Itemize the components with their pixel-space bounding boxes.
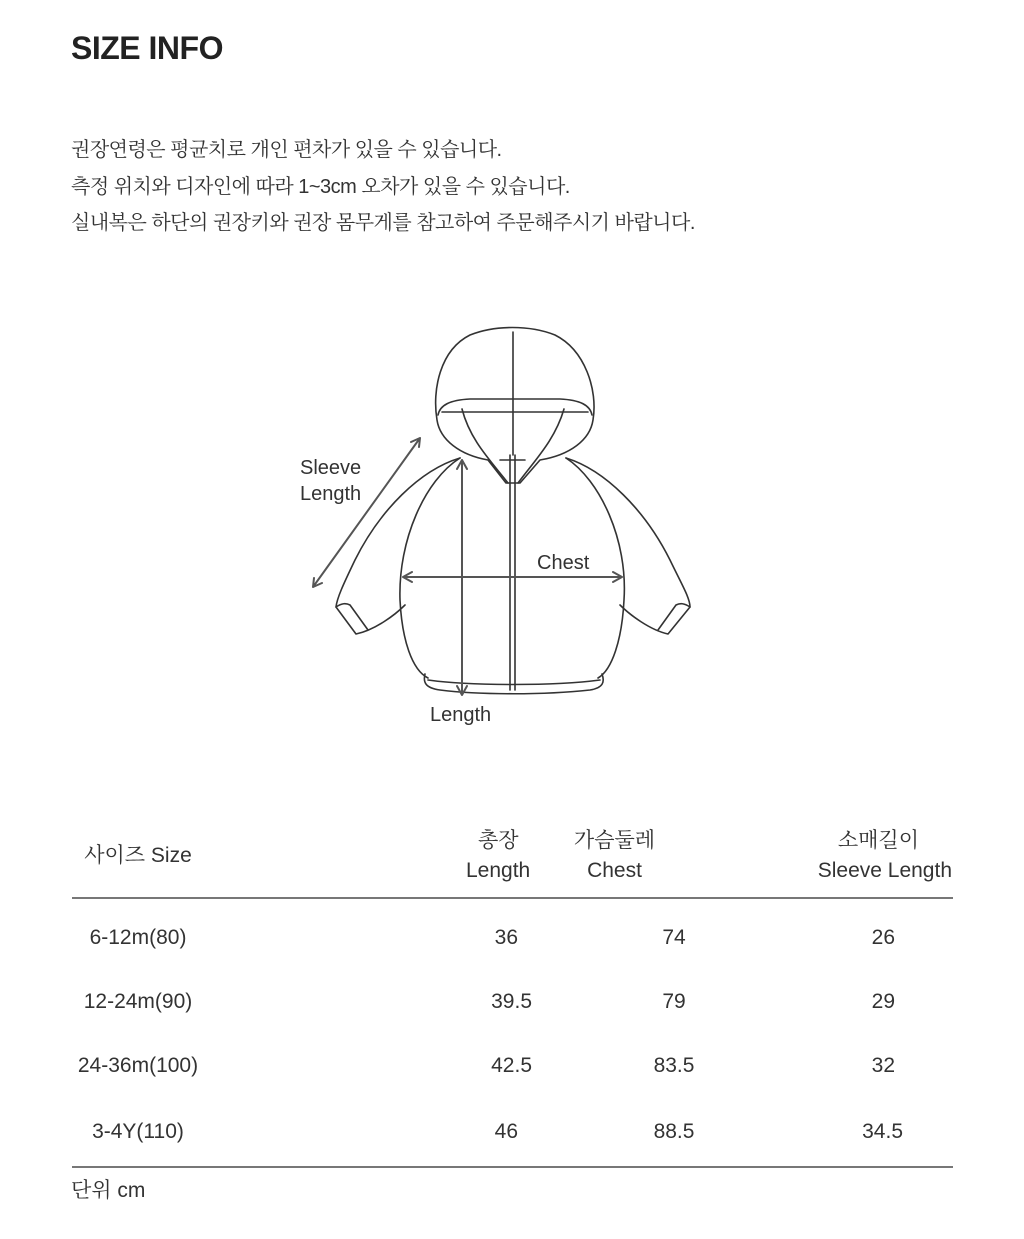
cell-length: 46 bbox=[204, 1098, 532, 1167]
header-ko: 총장 bbox=[478, 829, 519, 852]
label-line: Sleeve bbox=[300, 457, 362, 479]
cell-sleeve: 32 bbox=[871, 1054, 895, 1077]
cuff-left bbox=[336, 604, 368, 630]
header-en: Chest bbox=[587, 859, 642, 882]
unit-note: 단위 cm bbox=[71, 1179, 146, 1202]
cell-size: 6-12m(80) bbox=[89, 926, 187, 949]
cell-size: 24-36m(100) bbox=[77, 1054, 199, 1077]
sleeve-right bbox=[566, 458, 690, 634]
cell-size: 12-24m(90) bbox=[83, 990, 193, 1013]
table-row bbox=[72, 970, 953, 1034]
header-text: 사이즈 Size bbox=[84, 844, 192, 867]
cell-length: 42.5 bbox=[491, 1054, 532, 1077]
table-row bbox=[72, 1034, 953, 1098]
size-table bbox=[72, 815, 953, 1168]
note-line: 실내복은 하단의 권장키와 권장 몸무게를 참고하여 주문해주시기 바랍니다. bbox=[71, 212, 695, 234]
table-row bbox=[72, 898, 953, 970]
cell-length: 39.5 bbox=[491, 990, 532, 1013]
hem-line bbox=[428, 680, 600, 685]
header-ko: 소매길이 bbox=[837, 829, 919, 852]
header-sleeve bbox=[697, 815, 953, 898]
cell-sleeve: 29 bbox=[871, 990, 895, 1013]
header-chest bbox=[532, 815, 697, 898]
cell-sleeve: 34.5 bbox=[697, 1098, 953, 1167]
header-size bbox=[72, 815, 204, 898]
length-label: Length bbox=[430, 704, 492, 726]
header-ko: 가슴둘레 bbox=[573, 829, 656, 852]
header-length bbox=[204, 815, 532, 898]
label-line: Length bbox=[300, 483, 362, 505]
cell-chest: 83.5 bbox=[653, 1054, 695, 1077]
table-row bbox=[72, 1098, 953, 1167]
page-title: SIZE INFO bbox=[71, 30, 223, 66]
body-left bbox=[400, 458, 460, 678]
chest-label: Chest bbox=[537, 552, 590, 574]
note-line: 측정 위치와 디자인에 따라 1~3cm 오차가 있을 수 있습니다. bbox=[71, 175, 570, 198]
note-line: 권장연령은 평균치로 개인 편차가 있을 수 있습니다. bbox=[71, 139, 502, 161]
cell-size: 3-4Y(110) bbox=[72, 1098, 204, 1167]
cell-chest: 79 bbox=[662, 990, 686, 1013]
cell-chest: 88.5 bbox=[532, 1098, 697, 1167]
sleeve-length-label bbox=[300, 455, 361, 507]
table-header-row bbox=[72, 815, 953, 898]
cell-length: 36 bbox=[494, 926, 518, 949]
header-en: Length bbox=[466, 859, 531, 882]
cell-sleeve: 26 bbox=[871, 926, 895, 949]
zipper bbox=[500, 455, 525, 690]
cell-chest: 74 bbox=[662, 926, 686, 949]
header-en: Sleeve Length bbox=[817, 859, 952, 882]
